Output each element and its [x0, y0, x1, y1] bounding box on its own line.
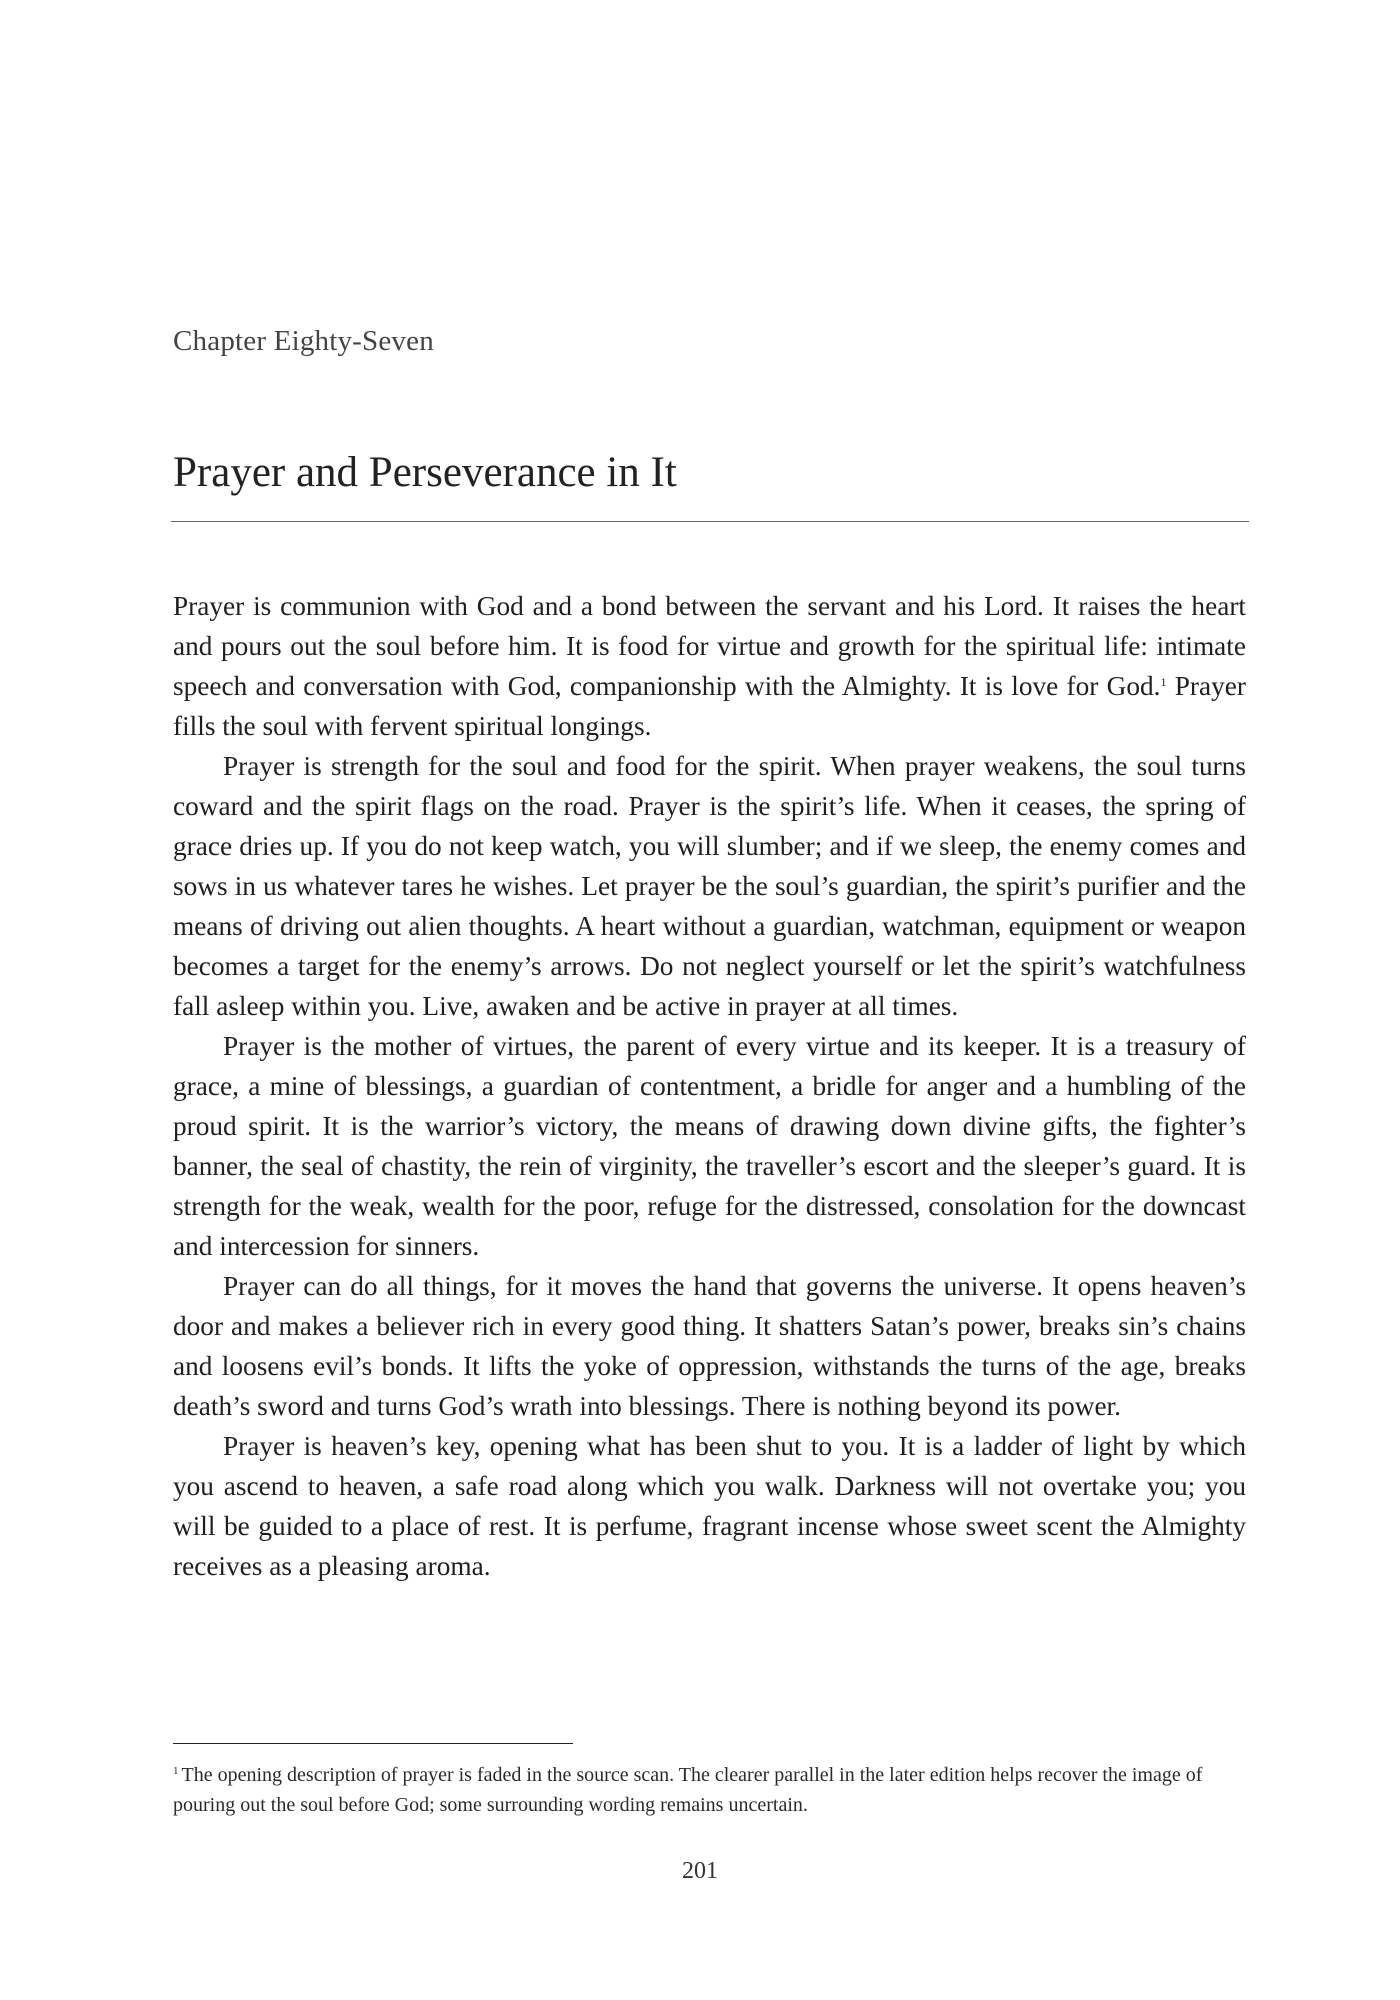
paragraph-5: Prayer is heaven’s key, opening what has been shut to you. It is a ladder of light by which you ascend to heaven, a safe road along which you walk. Darkness will not overtake you; you will be guided to a place of rest. It is perfume, fragrant incense whose sweet scent the Almighty receives as a pleasing aroma.: [173, 1431, 1246, 1581]
paragraph-2: Prayer is strength for the soul and food for the spirit. When prayer weakens, the soul turns coward and the spirit flags on the road. Prayer is the spirit’s life. When it ceases, the spring of grace dries up. If you do not keep watch, you will slumber; and if we sleep, the enemy comes and sows in us whatever tares he wishes. Let prayer be the soul’s guardian, the spirit’s purifier and the means of driving out alien thoughts. A heart without a guardian, watchman, equipment or weapon becomes a target for the enemy’s arrows. Do not neglect yourself or let the spirit’s watchfulness fall asleep within you. Live, awaken and be active in prayer at all times.: [173, 751, 1246, 1021]
footnote-divider: [173, 1743, 573, 1744]
paragraph-1-text: Prayer is communion with God and a bond between the servant and his Lord. It raises the heart and pours out the soul before him. It is food for virtue and growth for the spiritual life: intimate speech and conversation with God, companionship with the Almighty. It is love for God.: [173, 591, 1246, 701]
title-divider: [171, 521, 1249, 522]
footnote-reference: 1: [1160, 675, 1167, 689]
chapter-label: Chapter Eighty-Seven: [173, 325, 434, 357]
footnote-text: The opening description of prayer is faded in the source scan. The clearer parallel in the later edition helps recover the image of pouring out the soul before God; some surrounding wording remains uncertain.: [173, 1764, 1203, 1816]
footnote: [173, 1760, 1246, 1820]
paragraph-1: [173, 586, 1246, 746]
chapter-body: [173, 586, 1246, 1586]
paragraph-1-text-continued: Prayer fills the soul with fervent spiritual longings.: [173, 671, 1246, 741]
paragraph-4: Prayer can do all things, for it moves the hand that governs the universe. It opens heaven’s door and makes a believer rich in every good thing. It shatters Satan’s power, breaks sin’s chains and loosens evil’s bonds. It lifts the yoke of oppression, withstands the turns of the age, breaks death’s sword and turns God’s wrath into blessings. There is nothing beyond its power.: [173, 1271, 1246, 1421]
chapter-title: Prayer and Perseverance in It: [173, 449, 677, 496]
footnote-mark: 1: [173, 1765, 179, 1777]
page-number: 201: [682, 1858, 718, 1884]
paragraph-3: Prayer is the mother of virtues, the parent of every virtue and its keeper. It is a treasury of grace, a mine of blessings, a guardian of contentment, a bridle for anger and a humbling of the proud spirit. It is the warrior’s victory, the means of drawing down divine gifts, the fighter’s banner, the seal of chastity, the rein of virginity, the traveller’s escort and the sleeper’s guard. It is strength for the weak, wealth for the poor, refuge for the distressed, consolation for the downcast and intercession for sinners.: [173, 1031, 1246, 1261]
